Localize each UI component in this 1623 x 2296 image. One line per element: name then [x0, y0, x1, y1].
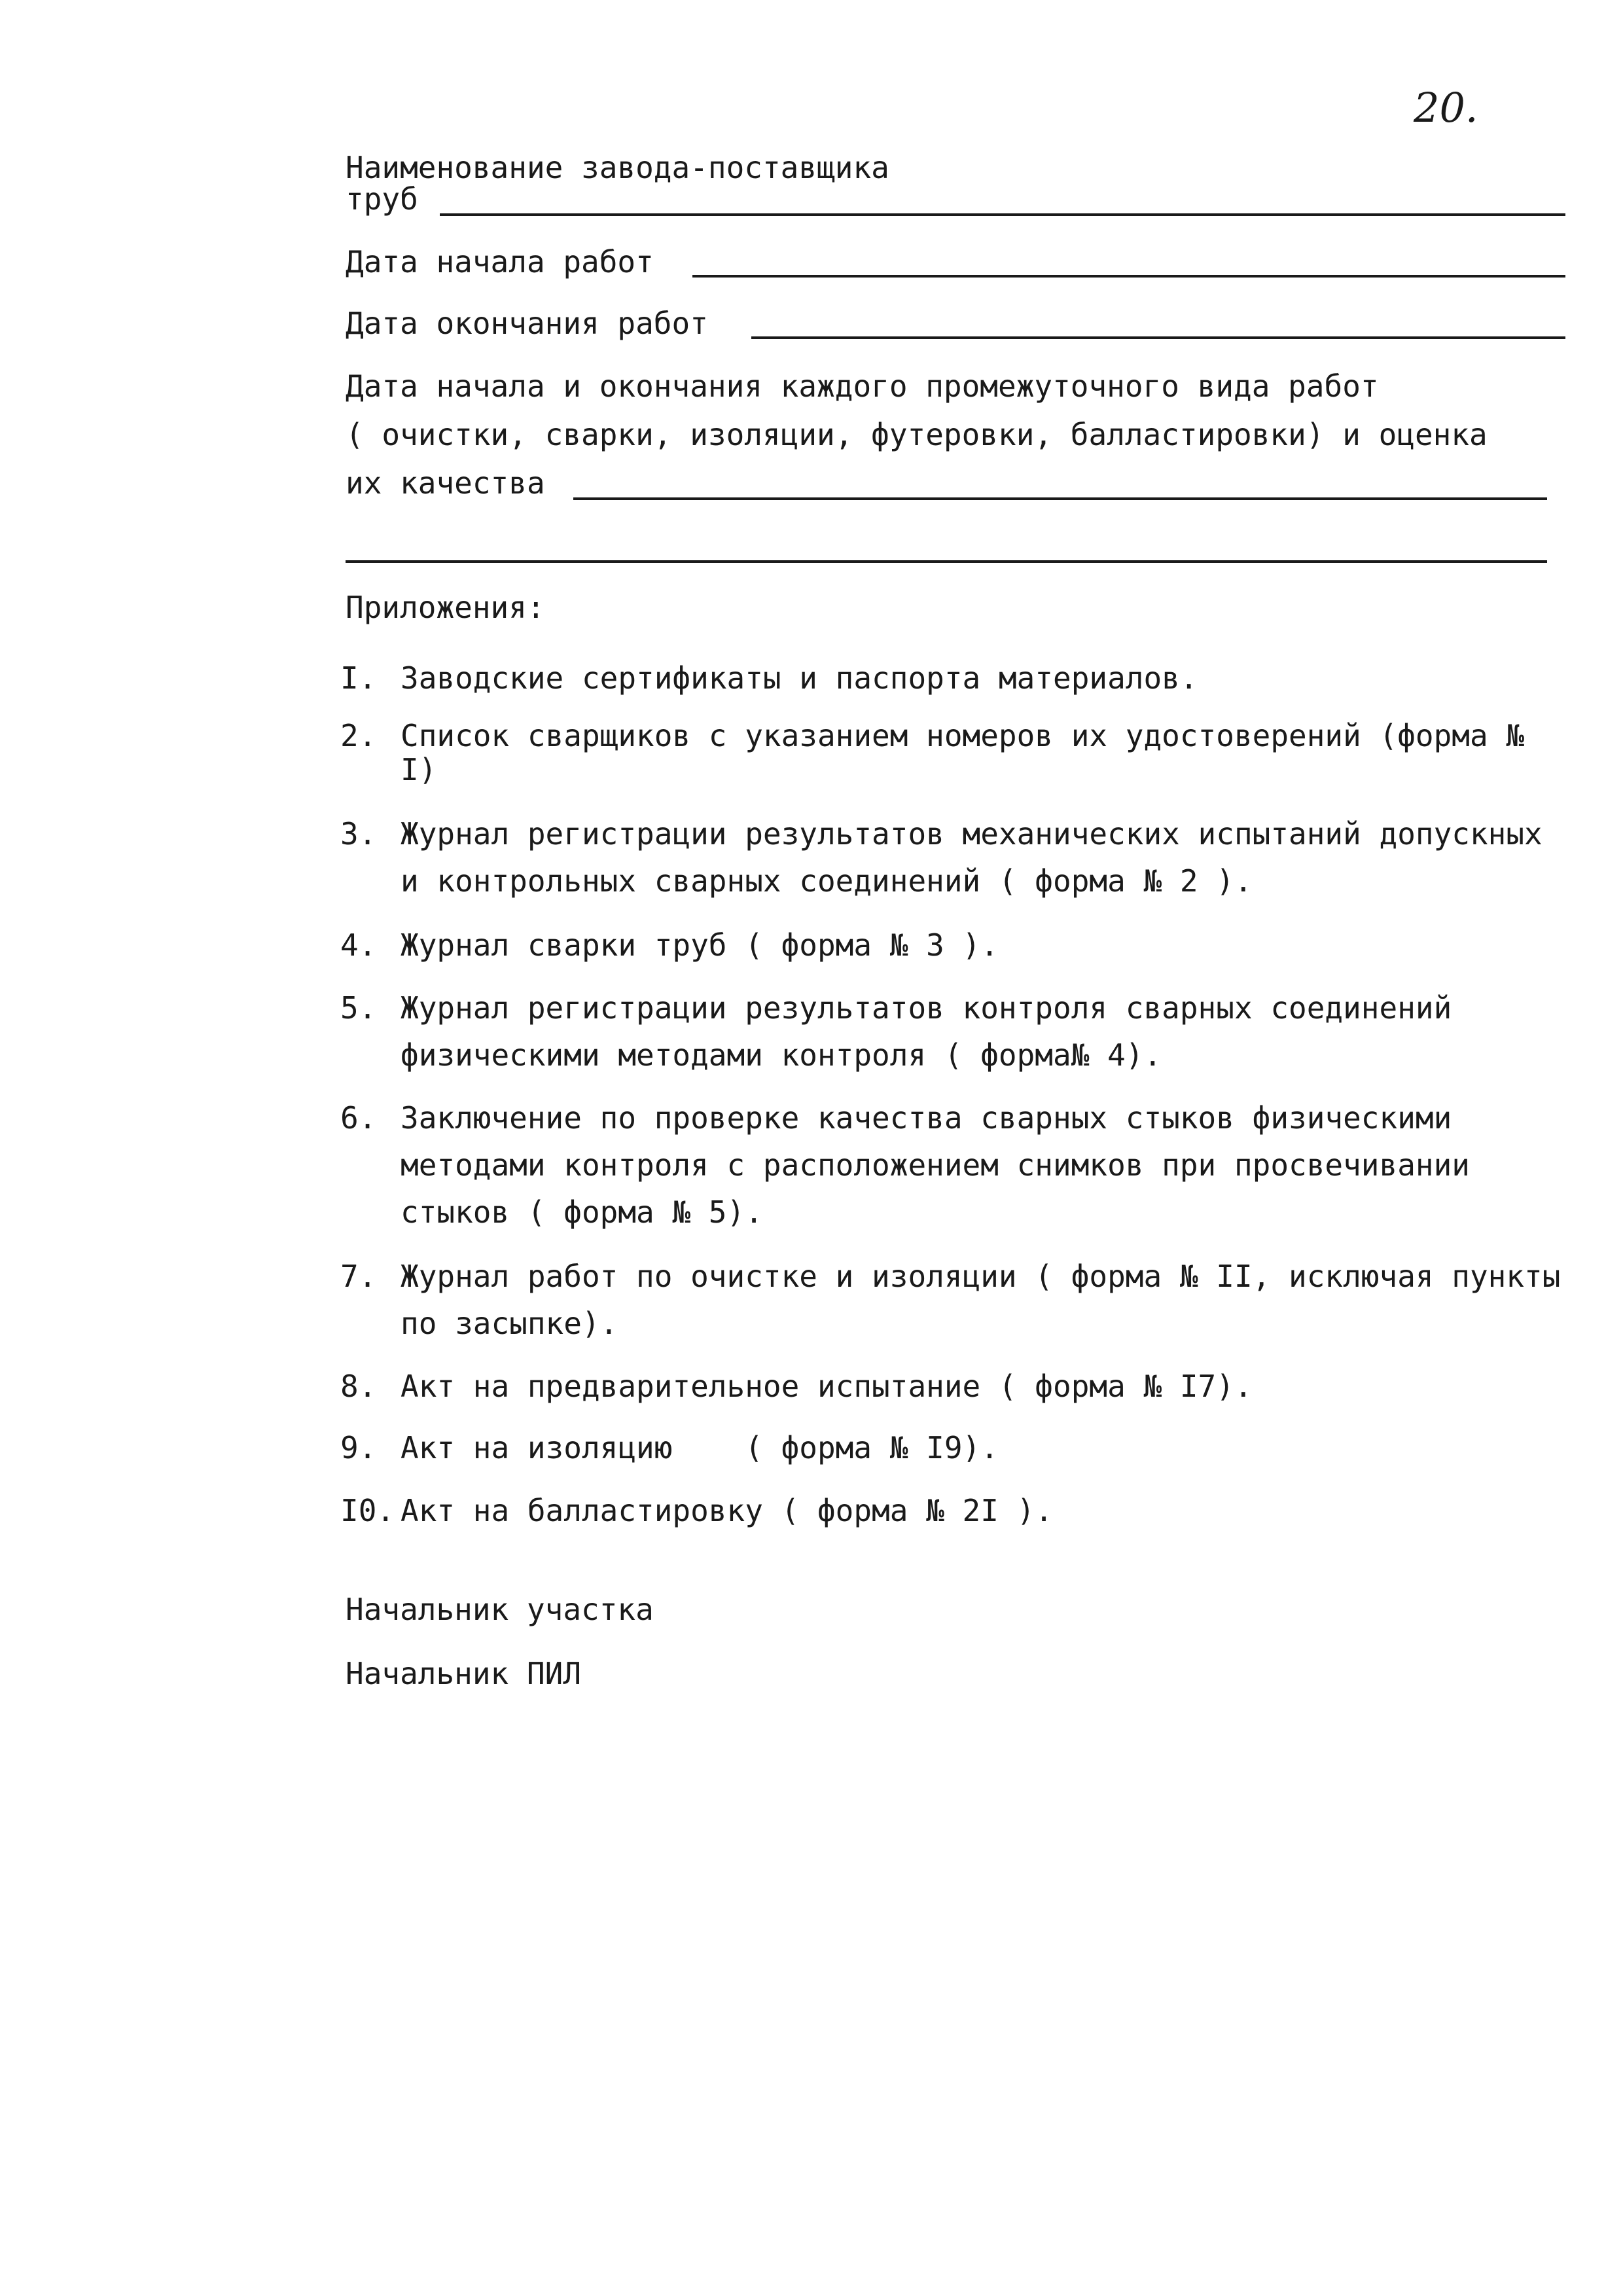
- signature-site-chief: Начальник участка: [346, 1592, 654, 1627]
- appendix-item: [340, 719, 1571, 787]
- appendix-item: [340, 810, 1571, 905]
- appendix-item-number: 3.: [340, 816, 377, 852]
- intermediate-works-label-cont: ( очистки, сварки, изоляции, футеровки, балластировки) и оценка: [346, 417, 1488, 452]
- start-date-fill-line[interactable]: [692, 275, 1565, 278]
- appendix-item: [340, 1363, 1571, 1410]
- appendix-item-number: I.: [340, 660, 377, 696]
- appendix-item-text: Журнал регистрации результатов контроля сварных соединений физическими методами контроля ( форма№ 4).: [401, 990, 1452, 1073]
- appendix-item-text: Список сварщиков с указанием номеров их удостоверений (форма № I): [401, 718, 1525, 787]
- appendix-item: [340, 1424, 1571, 1471]
- appendix-item-text: Акт на балластировку ( форма № 2I ).: [401, 1493, 1053, 1528]
- appendix-item: [340, 1487, 1571, 1534]
- quality-fill-line-2[interactable]: [346, 560, 1547, 563]
- end-date-label: Дата окончания работ: [346, 306, 708, 341]
- appendix-item-number: 8.: [340, 1369, 377, 1404]
- signature-lab-chief: Начальник ПИЛ: [346, 1656, 582, 1691]
- appendix-item-text: Заключение по проверке качества сварных стыков физическими методами контроля с расположением снимков при просвечивании стыков ( форма № 5).: [401, 1100, 1470, 1230]
- start-date-label: Дата начала работ: [346, 244, 654, 279]
- appendix-item: [340, 1094, 1571, 1236]
- supplier-fill-line[interactable]: [440, 213, 1565, 216]
- appendix-item-text: Акт на изоляцию ( форма № I9).: [401, 1430, 999, 1465]
- appendix-item-number: I0.: [340, 1493, 395, 1528]
- appendix-item: [340, 922, 1571, 969]
- intermediate-works-label: Дата начала и окончания каждого промежуточного вида работ: [346, 368, 1379, 404]
- appendix-item-text: Журнал работ по очистке и изоляции ( форма № II, исключая пункты по засыпке).: [401, 1259, 1561, 1341]
- appendices-title: Приложения:: [346, 590, 545, 625]
- appendix-item-text: Журнал регистрации результатов механических испытаний допускных и контрольных сварных соединений ( форма № 2 ).: [401, 816, 1543, 899]
- supplier-label: Наименование завода-поставщика: [346, 150, 889, 185]
- appendix-item: [340, 655, 1571, 702]
- supplier-label-cont: труб: [346, 181, 418, 217]
- appendix-item-number: 6.: [340, 1100, 377, 1136]
- appendix-item-number: 7.: [340, 1259, 377, 1294]
- appendix-item-number: 4.: [340, 927, 377, 963]
- appendix-item-number: 2.: [340, 718, 377, 753]
- appendix-item-text: Журнал сварки труб ( форма № 3 ).: [401, 927, 999, 963]
- appendix-item: [340, 1253, 1571, 1347]
- appendix-item-text: Акт на предварительное испытание ( форма № I7).: [401, 1369, 1253, 1404]
- end-date-fill-line[interactable]: [751, 336, 1565, 339]
- quality-label: их качества: [346, 465, 545, 501]
- appendix-item-text: Заводские сертификаты и паспорта материалов.: [401, 660, 1198, 696]
- appendix-item-number: 5.: [340, 990, 377, 1026]
- page-number: 20.: [1414, 84, 1478, 132]
- appendix-item: [340, 984, 1571, 1079]
- quality-fill-line[interactable]: [573, 497, 1547, 500]
- appendix-item-number: 9.: [340, 1430, 377, 1465]
